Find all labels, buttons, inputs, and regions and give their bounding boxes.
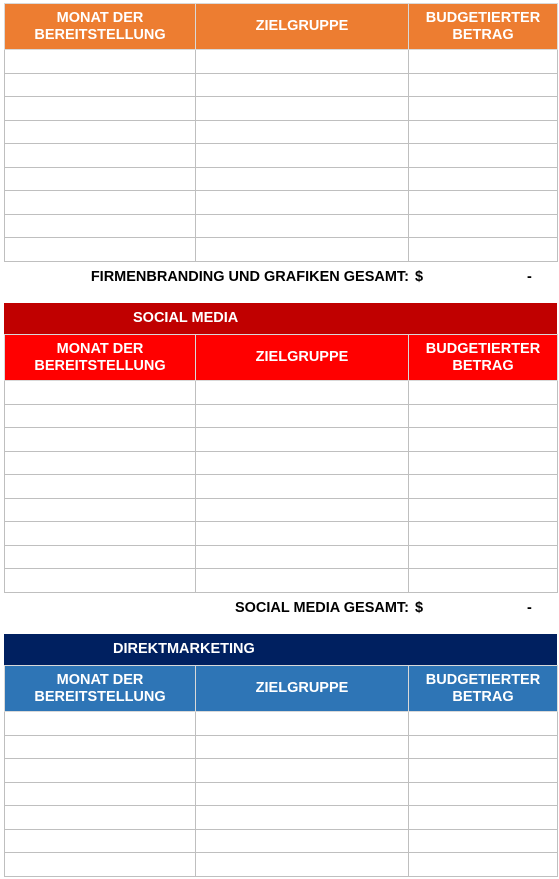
table-cell[interactable] <box>5 829 196 853</box>
table-cell[interactable] <box>409 214 558 238</box>
table-row <box>5 144 558 168</box>
table-row <box>5 545 558 569</box>
table-cell[interactable] <box>409 50 558 74</box>
table-cell[interactable] <box>5 214 196 238</box>
branding-total-value: - <box>527 269 532 285</box>
table-row <box>5 191 558 215</box>
table-row <box>5 73 558 97</box>
table-cell[interactable] <box>5 238 196 262</box>
table-cell[interactable] <box>196 853 409 877</box>
table-cell[interactable] <box>196 238 409 262</box>
table-cell[interactable] <box>409 451 558 475</box>
table-row <box>5 50 558 74</box>
branding-total <box>0 266 559 288</box>
table-cell[interactable] <box>196 475 409 499</box>
table-row <box>5 120 558 144</box>
table-cell[interactable] <box>409 853 558 877</box>
table-cell[interactable] <box>196 782 409 806</box>
table-row <box>5 238 558 262</box>
table-row <box>5 759 558 783</box>
table-cell[interactable] <box>196 381 409 405</box>
table-cell[interactable] <box>5 712 196 736</box>
table-cell[interactable] <box>196 522 409 546</box>
column-header-budget: BUDGETIERTER BETRAG <box>409 4 558 50</box>
table-cell[interactable] <box>5 806 196 830</box>
direct-marketing-section <box>4 634 557 877</box>
table-header-row <box>5 4 558 50</box>
branding-table <box>4 3 558 262</box>
table-row <box>5 214 558 238</box>
table-cell[interactable] <box>5 97 196 121</box>
column-header-budget: BUDGETIERTER BETRAG <box>409 335 558 381</box>
table-row <box>5 381 558 405</box>
table-header-row <box>5 335 558 381</box>
table-cell[interactable] <box>5 404 196 428</box>
table-cell[interactable] <box>196 191 409 215</box>
table-row <box>5 569 558 593</box>
table-row <box>5 404 558 428</box>
table-cell[interactable] <box>196 73 409 97</box>
table-row <box>5 475 558 499</box>
section-title-direct-marketing: DIREKTMARKETING <box>4 634 557 665</box>
social-media-total-value: - <box>527 600 532 616</box>
table-cell[interactable] <box>196 144 409 168</box>
table-cell[interactable] <box>5 428 196 452</box>
social-media-total-label: SOCIAL MEDIA GESAMT: <box>234 600 409 616</box>
column-header-month: MONAT DER BEREITSTELLUNG <box>5 666 196 712</box>
table-row <box>5 167 558 191</box>
table-row <box>5 829 558 853</box>
branding-section <box>4 3 557 262</box>
table-row <box>5 712 558 736</box>
table-cell[interactable] <box>5 498 196 522</box>
branding-total-label: FIRMENBRANDING UND GRAFIKEN GESAMT: <box>90 269 409 285</box>
direct-marketing-table <box>4 665 558 877</box>
table-cell[interactable] <box>5 569 196 593</box>
table-cell[interactable] <box>196 50 409 74</box>
table-cell[interactable] <box>409 404 558 428</box>
table-cell[interactable] <box>5 167 196 191</box>
table-cell[interactable] <box>409 545 558 569</box>
table-cell[interactable] <box>196 829 409 853</box>
table-cell[interactable] <box>409 522 558 546</box>
table-cell[interactable] <box>196 451 409 475</box>
table-row <box>5 806 558 830</box>
table-cell[interactable] <box>5 522 196 546</box>
table-cell[interactable] <box>409 712 558 736</box>
table-cell[interactable] <box>5 759 196 783</box>
table-cell[interactable] <box>196 735 409 759</box>
table-cell[interactable] <box>5 782 196 806</box>
table-cell[interactable] <box>196 167 409 191</box>
table-cell[interactable] <box>196 569 409 593</box>
table-cell[interactable] <box>5 853 196 877</box>
column-header-audience: ZIELGRUPPE <box>196 666 409 712</box>
social-media-total-currency: $ <box>415 600 424 616</box>
table-cell[interactable] <box>5 545 196 569</box>
table-cell[interactable] <box>196 404 409 428</box>
table-cell[interactable] <box>5 73 196 97</box>
table-row <box>5 498 558 522</box>
table-cell[interactable] <box>409 73 558 97</box>
table-cell[interactable] <box>409 167 558 191</box>
table-row <box>5 451 558 475</box>
column-header-month: MONAT DER BEREITSTELLUNG <box>5 335 196 381</box>
social-media-section <box>4 303 557 593</box>
table-row <box>5 782 558 806</box>
table-header-row <box>5 666 558 712</box>
table-cell[interactable] <box>409 498 558 522</box>
table-cell[interactable] <box>409 569 558 593</box>
table-row <box>5 97 558 121</box>
table-cell[interactable] <box>196 214 409 238</box>
table-cell[interactable] <box>196 806 409 830</box>
table-cell[interactable] <box>196 759 409 783</box>
section-title-social-media: SOCIAL MEDIA <box>4 303 557 334</box>
table-cell[interactable] <box>196 120 409 144</box>
table-cell[interactable] <box>5 120 196 144</box>
table-cell[interactable] <box>5 144 196 168</box>
table-cell[interactable] <box>196 428 409 452</box>
table-row <box>5 522 558 546</box>
table-cell[interactable] <box>409 144 558 168</box>
table-cell[interactable] <box>196 498 409 522</box>
table-cell[interactable] <box>409 782 558 806</box>
branding-total-currency: $ <box>415 269 424 285</box>
table-cell[interactable] <box>5 475 196 499</box>
table-cell[interactable] <box>409 97 558 121</box>
table-cell[interactable] <box>409 381 558 405</box>
table-row <box>5 428 558 452</box>
column-header-audience: ZIELGRUPPE <box>196 335 409 381</box>
column-header-budget: BUDGETIERTER BETRAG <box>409 666 558 712</box>
table-cell[interactable] <box>5 381 196 405</box>
table-cell[interactable] <box>409 735 558 759</box>
table-cell[interactable] <box>196 97 409 121</box>
table-cell[interactable] <box>196 545 409 569</box>
table-row <box>5 735 558 759</box>
column-header-month: MONAT DER BEREITSTELLUNG <box>5 4 196 50</box>
table-cell[interactable] <box>409 428 558 452</box>
table-cell[interactable] <box>5 50 196 74</box>
table-cell[interactable] <box>5 191 196 215</box>
social-media-table <box>4 334 558 593</box>
column-header-audience: ZIELGRUPPE <box>196 4 409 50</box>
table-cell[interactable] <box>5 451 196 475</box>
table-cell[interactable] <box>409 238 558 262</box>
table-row <box>5 853 558 877</box>
table-cell[interactable] <box>409 759 558 783</box>
table-cell[interactable] <box>5 735 196 759</box>
table-cell[interactable] <box>409 191 558 215</box>
table-cell[interactable] <box>196 712 409 736</box>
table-cell[interactable] <box>409 475 558 499</box>
table-cell[interactable] <box>409 806 558 830</box>
social-media-total <box>0 597 559 619</box>
table-cell[interactable] <box>409 829 558 853</box>
table-cell[interactable] <box>409 120 558 144</box>
